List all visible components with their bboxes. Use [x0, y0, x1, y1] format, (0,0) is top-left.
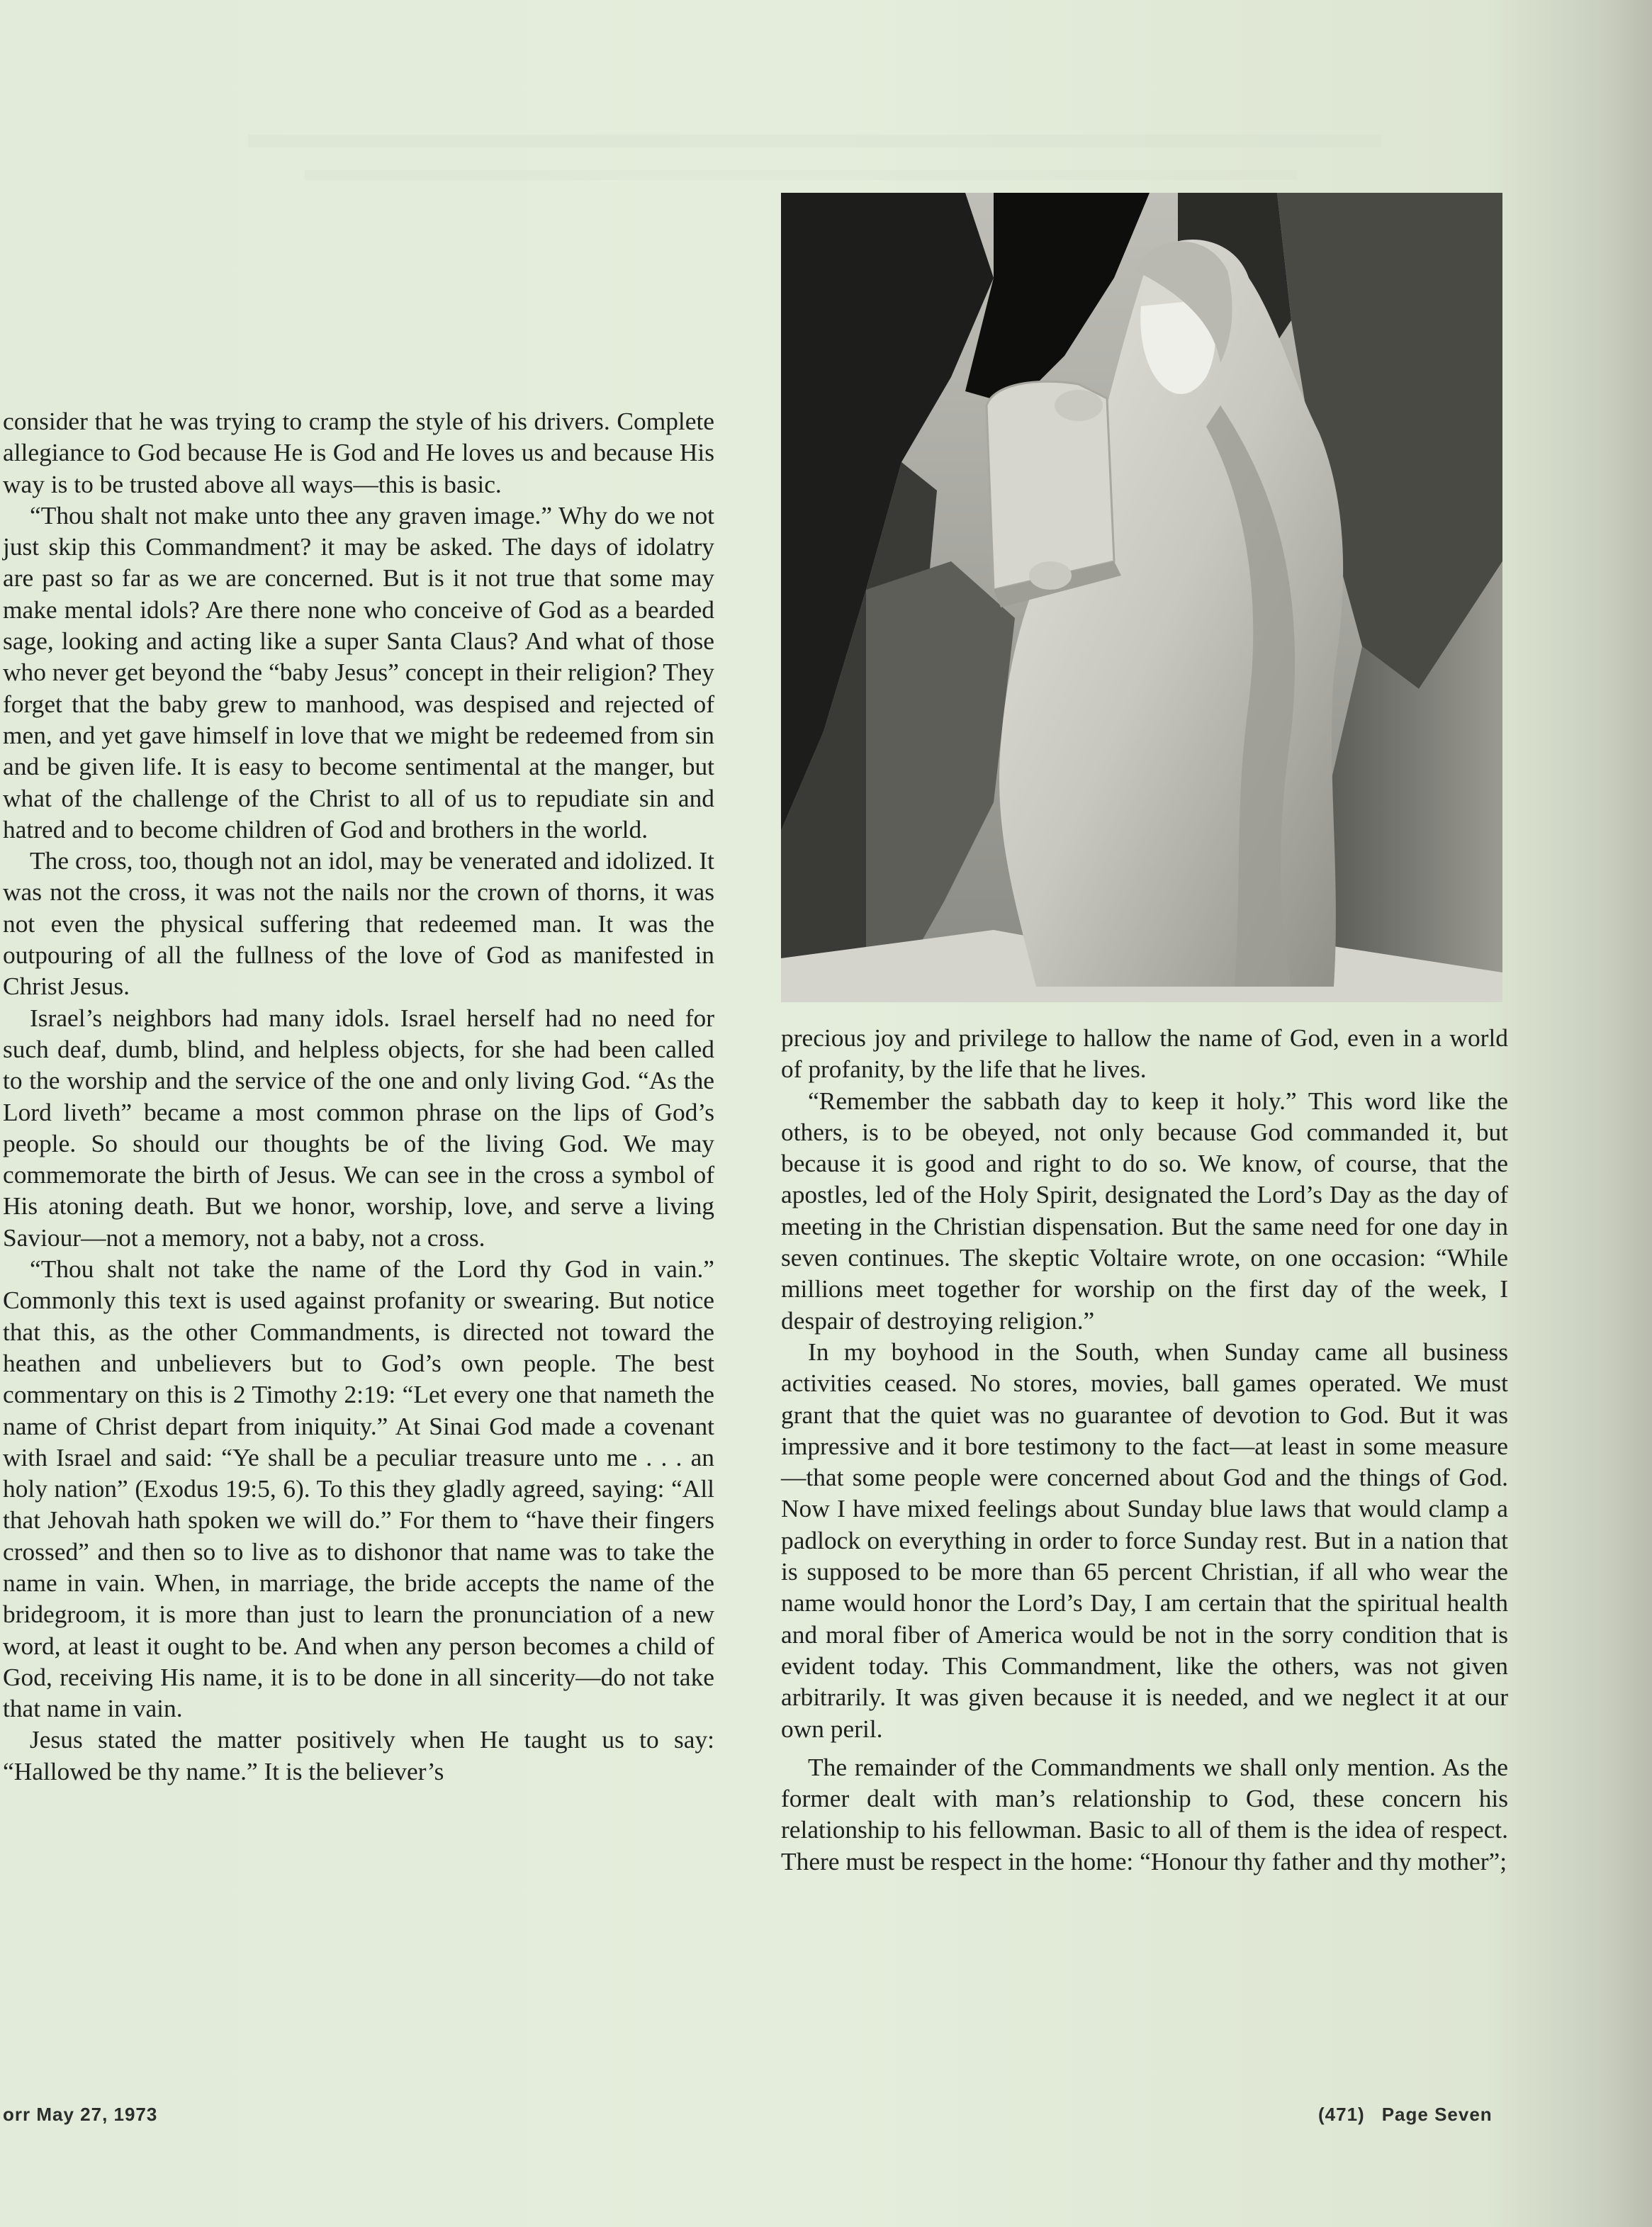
footer-date: orr May 27, 1973 — [3, 2104, 158, 2125]
paragraph: Jesus stated the matter positively when He taught us to say: “Hallowed be thy name.” It is the believer’s — [3, 1725, 714, 1785]
paragraph: The cross, too, though not an idol, may be venerated and idolized. It was not the cross, it was not the nails nor the crown of thorns, it was not even the physical suffering that redeemed man. It was the outpouring of all the fullness of the love of God as manifested in Christ Jesus. — [3, 846, 714, 1001]
paragraph: precious joy and privilege to hallow the name of God, even in a world of profanity, by the life that he lives. — [781, 1023, 1508, 1084]
right-text-column — [781, 1022, 1508, 1877]
moses-photograph — [781, 193, 1502, 1002]
paragraph: consider that he was trying to cramp the style of his drivers. Complete allegiance to God because He is God and He loves us and because His way is to be trusted above all ways—this is basic. — [3, 407, 714, 498]
page-label: Page Seven — [1381, 2104, 1493, 2125]
paragraph: The remainder of the Commandments we shall only mention. As the former dealt with man’s relationship to God, these concern his relationship to his fellowman. Basic to all of them is the idea of respect. There must be respect in the home: “Honour thy father and thy mother”; — [781, 1752, 1508, 1875]
paragraph: “Thou shalt not take the name of the Lord thy God in vain.” Commonly this text is used against profanity or swearing. But notice that this, as the other Commandments, is directed not toward the heathen and unbelievers but to God’s own people. The best commentary on this is 2 Timothy 2:19: “Let every one that nameth the name of Christ depart from iniquity.” At Sinai God made a covenant with Israel and said: “Ye shall be a peculiar treasure unto me . . . an holy nation” (Exodus 19:5, 6). To this they gladly agreed, saying: “All that Jehovah hath spoken we will do.” For them to “have their fingers crossed” and then so to live as to dishonor that name was to take the name in vain. When, in marriage, the bride accepts the name of the bridegroom, it is more than just to learn the pronunciation of a new word, at least it ought to be. And when any person becomes a child of God, receiving His name, it is to be done in all sincerity—do not take that name in vain. — [3, 1255, 714, 1723]
paragraph: “Remember the sabbath day to keep it holy.” This word like the others, is to be obeyed, not only because God commanded it, but because it is good and right to do so. We know, of course, that the apostles, led of the Holy Spirit, designated the Lord’s Day as the day of meeting in the Christian dispensation. But the same need for one day in seven continues. The skeptic Voltaire wrote, on one occasion: “While millions meet together for worship on the first day of the week, I despair of destroying religion.” — [781, 1086, 1508, 1335]
footer-page — [1318, 2104, 1510, 2126]
left-text-column — [0, 405, 714, 1787]
paragraph: “Thou shalt not make unto thee any graven image.” Why do we not just skip this Commandment? it may be asked. The days of idolatry are past so far as we are concerned. But is it not true that some may make mental idols? Are there none who conceive of God as a bearded sage, looking and acting like a super Santa Claus? And what of those who never get beyond the “baby Jesus” concept in their religion? They forget that the baby grew to manhood, was despised and rejected of men, and yet gave himself in love that we might be redeemed from sin and be given life. It is easy to become sentimental at the manger, but what of the challenge of the Christ to all of us to repudiate sin and hatred and to become children of God and brothers in the world. — [3, 500, 714, 843]
moses-illustration — [781, 193, 1502, 1002]
page-number: (471) — [1318, 2104, 1365, 2125]
paragraph: In my boyhood in the South, when Sunday came all business activities ceased. No stores, movies, ball games operated. We must grant that the quiet was no guarantee of devotion to God. But it was impressive and it bore testimony to the fact—at least in some measure—that some people were concerned about God and the things of God. Now I have mixed feelings about Sunday blue laws that would clamp a padlock on everything in order to force Sunday rest. But in a nation that is supposed to be more than 65 percent Christian, if all who wear the name would honor the Lord’s Day, I am certain that the spiritual health and moral fiber of America would be not in the sorry condition that is evident today. This Commandment, like the others, was not given arbitrarily. It was given because it is needed, and we neglect it at our own peril. — [781, 1337, 1508, 1743]
paragraph: Israel’s neighbors had many idols. Israel herself had no need for such deaf, dumb, blind, and helpless objects, for she had been called to the worship and the service of the one and only living God. “As the Lord liveth” became a most common phrase on the lips of God’s people. So should our thoughts be of the living God. We may commemorate the birth of Jesus. We can see in the cross a symbol of His atoning death. But we honor, worship, love, and serve a living Saviour—not a memory, not a baby, not a cross. — [3, 1003, 714, 1252]
